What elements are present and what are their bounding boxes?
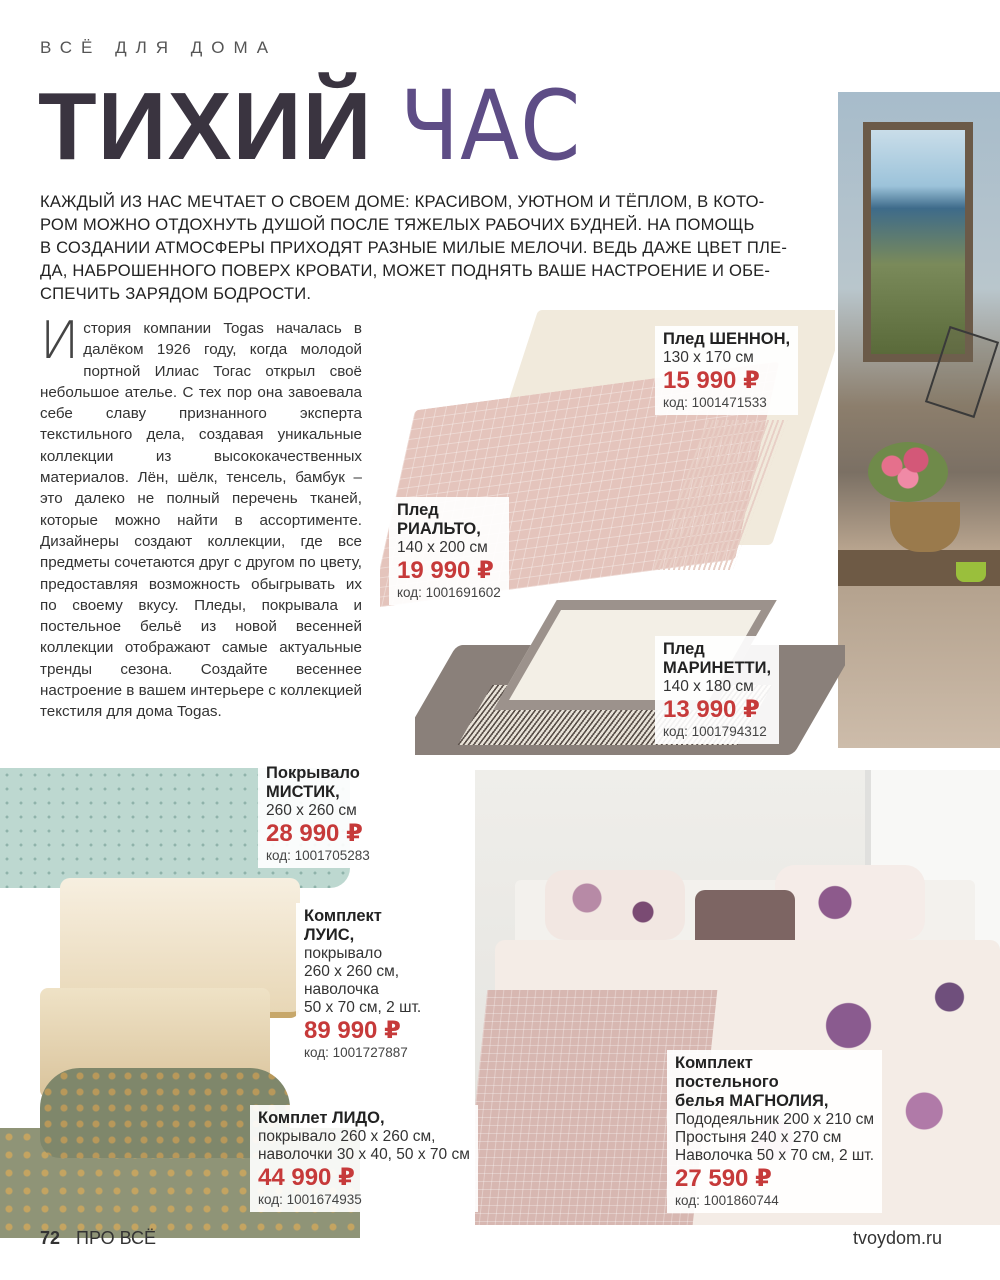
page-number: 72 [40,1228,61,1248]
product-label-marinetti [655,636,779,744]
intro-line: В СОЗДАНИИ АТМОСФЕРЫ ПРИХОДЯТ РАЗНЫЕ МИЛЫЕ МЕЛОЧИ. ВЕДЬ ДАЖЕ ЦВЕТ ПЛЕ- [40,238,788,257]
flowers [868,442,948,502]
intro-line: ДА, НАБРОШЕННОГО ПОВЕРХ КРОВАТИ, МОЖЕТ ПОДНЯТЬ ВАШЕ НАСТРОЕНИЕ И ОБЕ- [40,261,771,280]
product-desc: Пододеяльник 200 х 210 см [675,1111,875,1128]
floral-pillow [545,870,685,940]
story-paragraph [40,311,362,723]
cup [956,562,986,582]
page-title [38,70,602,182]
product-name: Покрывало [266,764,360,782]
title-bold: ТИХИЙ [38,73,373,180]
product-price: 27 590 ₽ [675,1165,772,1192]
product-name: ЛУИС, [304,926,355,944]
story-text: стория компании Togas началась в далёком 1926 году, когда молодой портной Илиас Тогас открыл своё небольшое ателье. С тех пор она завоевала себе славу признанного эксперта текстильного дела, создавая уникальные коллекции из высококачественных материалов. Лён, шёлк, тенсель, бамбук – это далеко не полный перечень тканей, которые можно найти в ассортименте. Дизайнеры создают коллекции, где все предметы сочетаются друг с другом по цвету, предоставляя возможность обыгрывать их по своему вкусу. Пледы, покрывала и постельное бельё из новой весенней коллекции отображают самые актуальные тренды сезона. Создайте весеннее настроение в вашем интерьере с коллекцией текстиля для дома Togas. [40,320,362,721]
intro-line: КАЖДЫЙ ИЗ НАС МЕЧТАЕТ О СВОЕМ ДОМЕ: КРАСИВОМ, УЮТНОМ И ТЁПЛОМ, В КОТО- [40,192,765,211]
product-size: 140 х 180 см [663,678,754,695]
product-desc: 50 х 70 см, 2 шт. [304,999,422,1016]
intro-paragraph [40,190,816,305]
product-code: код: 1001691602 [397,585,501,600]
section-label: ВСЁ ДЛЯ ДОМА [40,38,278,57]
title-light: ЧАС [400,70,582,182]
product-size: 130 х 170 см [663,349,754,366]
product-desc: наволочка [304,981,379,998]
product-label-mistik [258,760,378,868]
grey-throw-photo [415,590,845,760]
intro-line: РОМ МОЖНО ОТДОХНУТЬ ДУШОЙ ПОСЛЕ ТЯЖЕЛЫХ РАБОЧИХ БУДНЕЙ. НА ПОМОЩЬ [40,215,755,234]
basket [890,502,960,552]
product-label-magnolia [667,1050,882,1213]
product-code: код: 1001860744 [675,1193,779,1208]
product-code: код: 1001674935 [258,1192,362,1207]
product-price: 19 990 ₽ [397,557,494,584]
product-name: Плед [397,501,439,519]
product-price: 15 990 ₽ [663,367,760,394]
product-code: код: 1001471533 [663,395,767,410]
footer-site: tvoydom.ru [852,1228,942,1248]
product-code: код: 1001794312 [663,724,767,739]
product-name: Плед ШЕННОН, [663,330,791,348]
product-price: 28 990 ₽ [266,820,363,847]
product-desc: покрывало [304,945,383,962]
product-desc: покрывало 260 х 260 см, [258,1128,436,1145]
product-name: МИСТИК, [266,783,340,801]
product-name: РИАЛЬТО, [397,520,481,538]
footer-left [40,1228,156,1249]
product-desc: Наволочка 50 х 70 см, 2 шт. [675,1147,874,1164]
product-desc: 260 х 260 см, [304,963,400,980]
footer-section: ПРО ВСЁ [76,1228,157,1248]
product-name: Комплект [675,1054,753,1072]
product-label-luis [296,903,429,1065]
product-price: 13 990 ₽ [663,696,760,723]
product-name: Плед [663,640,705,658]
product-name: Комплект [304,907,382,925]
product-desc: наволочки 30 х 40, 50 х 70 см [258,1146,470,1163]
product-size: 260 х 260 см [266,802,357,819]
product-price: 89 990 ₽ [304,1017,401,1044]
product-size: 140 х 200 см [397,539,488,556]
product-label-rialto [389,497,509,605]
product-name: Комплет ЛИДО, [258,1109,385,1127]
product-name: белья МАГНОЛИЯ, [675,1092,829,1110]
product-desc: Простыня 240 х 270 см [675,1129,842,1146]
product-code: код: 1001727887 [304,1045,408,1060]
dropcap: И [40,311,80,371]
product-price: 44 990 ₽ [258,1164,355,1191]
floor [838,586,1000,748]
intro-line: СПЕЧИТЬ ЗАРЯДОМ БОДРОСТИ. [40,284,312,303]
product-label-shannon [655,326,798,415]
floral-pillow [775,865,925,940]
product-name: МАРИНЕТТИ, [663,659,772,677]
product-label-lido [250,1105,478,1212]
product-code: код: 1001705283 [266,848,370,863]
window-view [863,122,973,362]
interior-photo [838,92,1000,748]
product-name: постельного [675,1073,779,1091]
